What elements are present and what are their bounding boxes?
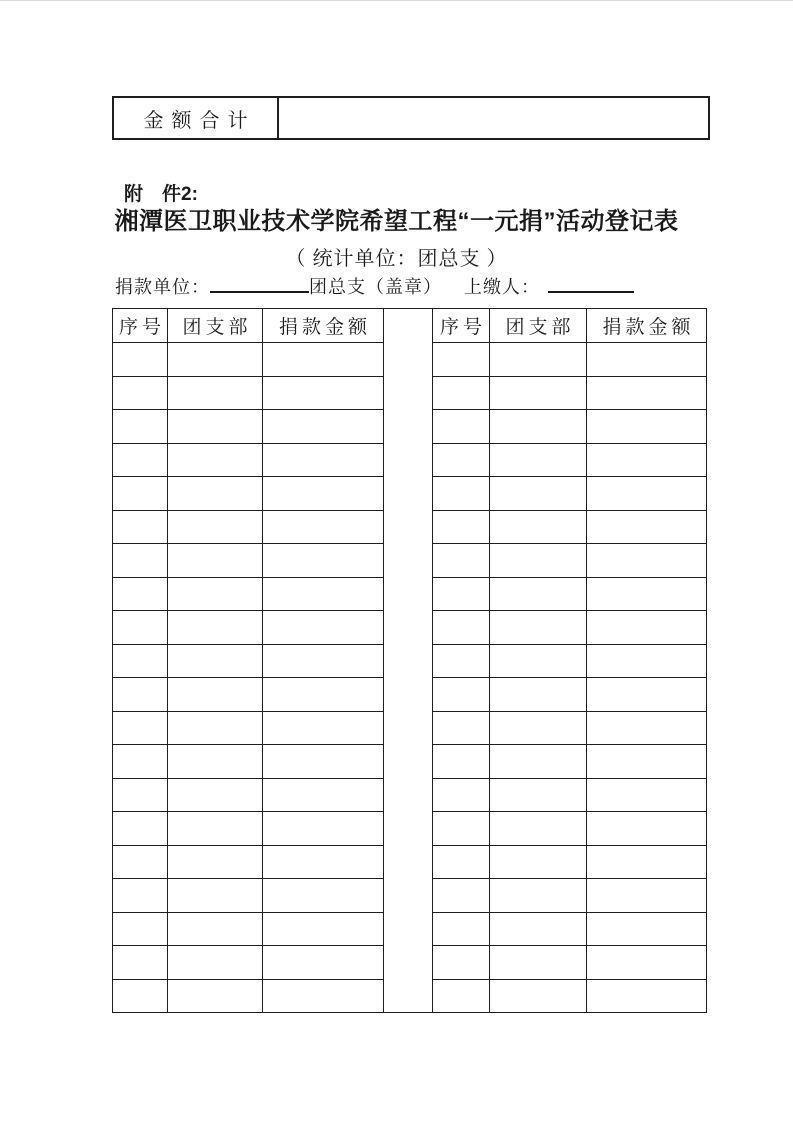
attachment-label: 附 件2:: [124, 184, 198, 205]
cell-branch-right: [490, 477, 587, 511]
header-branch-right: 团支部: [490, 309, 587, 343]
header-seq-left: 序号: [113, 309, 168, 343]
cell-branch-left: [168, 544, 263, 578]
cell-seq-left: [113, 443, 168, 477]
cell-seq-right: [433, 979, 490, 1013]
cell-seq-left: [113, 510, 168, 544]
cell-amount-right: [587, 410, 707, 444]
cell-branch-right: [490, 979, 587, 1013]
cell-amount-left: [263, 477, 384, 511]
cell-seq-right: [433, 912, 490, 946]
cell-amount-left: [263, 979, 384, 1013]
header-amount-left: 捐款金额: [263, 309, 384, 343]
registry-table: [112, 308, 707, 1013]
cell-seq-right: [433, 376, 490, 410]
cell-amount-left: [263, 443, 384, 477]
cell-seq-right: [433, 544, 490, 578]
cell-amount-right: [587, 611, 707, 645]
cell-branch-right: [490, 611, 587, 645]
summary-row: [113, 97, 709, 139]
cell-seq-left: [113, 577, 168, 611]
cell-branch-right: [490, 711, 587, 745]
cell-seq-right: [433, 778, 490, 812]
header-amount-right: 捐款金额: [587, 309, 707, 343]
summary-label-cell: 金额合计: [113, 97, 278, 139]
cell-amount-right: [587, 443, 707, 477]
cell-seq-right: [433, 678, 490, 712]
cell-amount-left: [263, 376, 384, 410]
cell-seq-left: [113, 376, 168, 410]
cell-seq-right: [433, 443, 490, 477]
cell-seq-left: [113, 678, 168, 712]
cell-branch-left: [168, 812, 263, 846]
page-subtitle: （ 统计单位：团总支 ）: [285, 248, 508, 270]
cell-amount-right: [587, 477, 707, 511]
cell-amount-left: [263, 812, 384, 846]
cell-amount-right: [587, 343, 707, 377]
cell-amount-right: [587, 678, 707, 712]
cell-amount-right: [587, 644, 707, 678]
cell-amount-left: [263, 912, 384, 946]
cell-branch-left: [168, 376, 263, 410]
cell-branch-right: [490, 644, 587, 678]
cell-seq-left: [113, 946, 168, 980]
cell-amount-right: [587, 577, 707, 611]
cell-seq-left: [113, 778, 168, 812]
cell-branch-left: [168, 678, 263, 712]
submitter-label: 上缴人：: [464, 277, 540, 297]
cell-seq-left: [113, 410, 168, 444]
cell-seq-right: [433, 745, 490, 779]
cell-branch-left: [168, 443, 263, 477]
cell-branch-right: [490, 745, 587, 779]
cell-branch-left: [168, 611, 263, 645]
cell-amount-left: [263, 711, 384, 745]
cell-amount-right: [587, 979, 707, 1013]
cell-seq-right: [433, 711, 490, 745]
cell-branch-left: [168, 745, 263, 779]
cell-amount-left: [263, 879, 384, 913]
cell-seq-right: [433, 577, 490, 611]
cell-branch-right: [490, 845, 587, 879]
cell-branch-left: [168, 477, 263, 511]
cell-amount-left: [263, 544, 384, 578]
cell-branch-left: [168, 711, 263, 745]
cell-branch-left: [168, 912, 263, 946]
cell-branch-left: [168, 845, 263, 879]
cell-seq-left: [113, 343, 168, 377]
cell-amount-left: [263, 410, 384, 444]
cell-branch-left: [168, 577, 263, 611]
cell-amount-right: [587, 376, 707, 410]
cell-seq-right: [433, 644, 490, 678]
cell-seq-right: [433, 510, 490, 544]
cell-seq-left: [113, 711, 168, 745]
cell-amount-left: [263, 644, 384, 678]
cell-amount-right: [587, 912, 707, 946]
cell-seq-right: [433, 946, 490, 980]
page-title: 湘潭医卫职业技术学院希望工程“一元捐”活动登记表: [114, 208, 679, 235]
cell-seq-right: [433, 477, 490, 511]
registry-header-row: [113, 309, 707, 343]
cell-amount-right: [587, 778, 707, 812]
cell-branch-right: [490, 410, 587, 444]
cell-seq-left: [113, 879, 168, 913]
cell-seq-right: [433, 343, 490, 377]
summary-value-cell: [278, 97, 709, 139]
cell-branch-right: [490, 912, 587, 946]
cell-branch-right: [490, 812, 587, 846]
cell-amount-left: [263, 745, 384, 779]
cell-seq-right: [433, 812, 490, 846]
cell-seq-left: [113, 979, 168, 1013]
cell-amount-right: [587, 510, 707, 544]
cell-branch-left: [168, 343, 263, 377]
cell-branch-right: [490, 343, 587, 377]
cell-seq-left: [113, 544, 168, 578]
summary-table: [112, 96, 710, 140]
cell-branch-left: [168, 946, 263, 980]
cell-amount-left: [263, 510, 384, 544]
cell-amount-left: [263, 946, 384, 980]
cell-branch-right: [490, 510, 587, 544]
cell-branch-right: [490, 577, 587, 611]
cell-amount-right: [587, 711, 707, 745]
cell-amount-right: [587, 879, 707, 913]
cell-branch-left: [168, 410, 263, 444]
cell-branch-left: [168, 979, 263, 1013]
cell-branch-right: [490, 376, 587, 410]
unit-suffix-label: 团总支（盖章）: [309, 277, 442, 297]
cell-amount-right: [587, 544, 707, 578]
cell-amount-left: [263, 845, 384, 879]
cell-seq-right: [433, 410, 490, 444]
cell-amount-left: [263, 611, 384, 645]
cell-amount-left: [263, 343, 384, 377]
cell-amount-left: [263, 778, 384, 812]
cell-seq-right: [433, 611, 490, 645]
cell-seq-left: [113, 745, 168, 779]
cell-seq-right: [433, 845, 490, 879]
cell-amount-right: [587, 745, 707, 779]
cell-branch-right: [490, 678, 587, 712]
cell-branch-left: [168, 879, 263, 913]
table-gap-column: [384, 309, 433, 1013]
registry-body: [113, 309, 707, 1013]
form-line: [115, 273, 634, 299]
cell-seq-left: [113, 644, 168, 678]
donor-unit-label: 捐款单位：: [115, 277, 210, 297]
header-seq-right: 序号: [433, 309, 490, 343]
cell-branch-right: [490, 778, 587, 812]
cell-amount-right: [587, 946, 707, 980]
submitter-blank: [548, 273, 634, 293]
cell-amount-right: [587, 812, 707, 846]
cell-amount-right: [587, 845, 707, 879]
cell-branch-right: [490, 443, 587, 477]
cell-amount-left: [263, 678, 384, 712]
cell-branch-left: [168, 778, 263, 812]
cell-branch-right: [490, 879, 587, 913]
cell-branch-left: [168, 510, 263, 544]
cell-branch-right: [490, 946, 587, 980]
cell-seq-left: [113, 611, 168, 645]
cell-branch-left: [168, 644, 263, 678]
donor-unit-blank: [210, 273, 309, 293]
cell-seq-left: [113, 812, 168, 846]
cell-seq-right: [433, 879, 490, 913]
cell-seq-left: [113, 845, 168, 879]
cell-amount-left: [263, 577, 384, 611]
cell-seq-left: [113, 477, 168, 511]
cell-branch-right: [490, 544, 587, 578]
cell-seq-left: [113, 912, 168, 946]
header-branch-left: 团支部: [168, 309, 263, 343]
